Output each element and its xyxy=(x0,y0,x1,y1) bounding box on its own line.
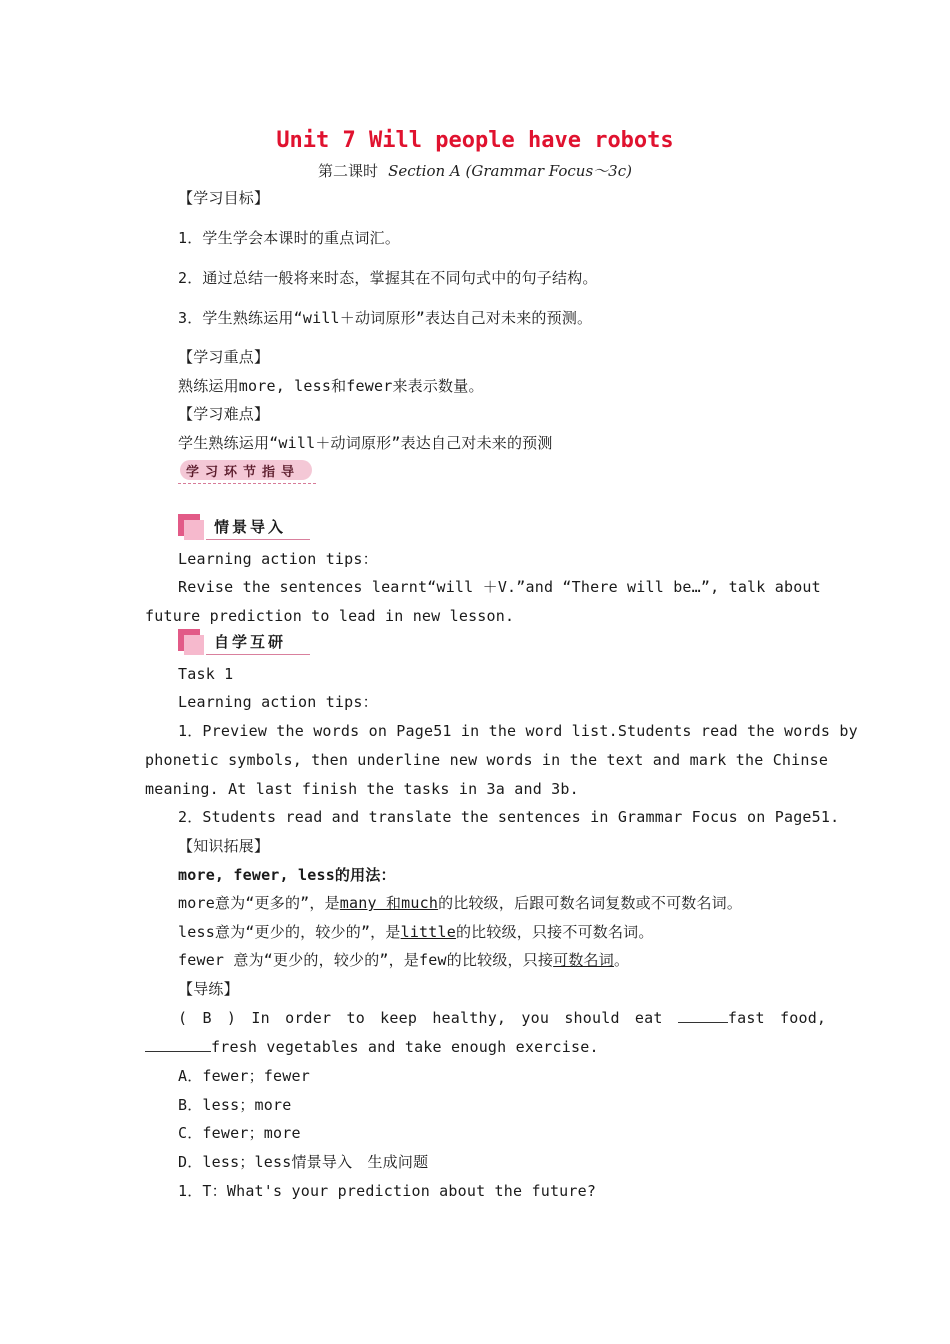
practice-question-line2: fresh vegetables and take enough exercise. xyxy=(145,1037,599,1057)
usage-less-underlined: little xyxy=(400,923,456,941)
option-a: A．fewer；fewer xyxy=(178,1067,310,1085)
section-self-study-title: 自学互研 xyxy=(214,633,287,651)
page-subtitle xyxy=(0,160,950,181)
guide-banner xyxy=(178,458,318,484)
task-label: Task 1 xyxy=(178,665,234,683)
key-points-header: 【学习重点】 xyxy=(178,348,270,366)
followup-question: 1．T：What's your prediction about the future? xyxy=(178,1182,597,1200)
objective-item-2: 2．通过总结一般将来时态，掌握其在不同句式中的句子结构。 xyxy=(178,269,598,287)
usage-fewer-underlined: 可数名词 xyxy=(553,951,614,969)
difficulties-text: 学生熟练运用“will＋动词原形”表达自己对未来的预测 xyxy=(178,434,553,452)
difficulties-header: 【学习难点】 xyxy=(178,405,270,423)
task-para2: 2．Students read and translate the sentences in Grammar Focus on Page51. xyxy=(178,808,840,826)
practice-answer: ( B ) xyxy=(178,1009,237,1027)
task-para1-line1: 1．Preview the words on Page51 in the word list.Students read the words by xyxy=(178,722,858,740)
intro-para-line2: future prediction to lead in new lesson. xyxy=(145,607,515,625)
option-b: B．less；more xyxy=(178,1096,292,1114)
intro-para-line1: Revise the sentences learnt“will ＋V.”and “There will be…”, talk about xyxy=(178,578,821,596)
section-header-intro xyxy=(178,514,310,540)
usage-less: less意为“更少的，较少的”，是little的比较级，只接不可数名词。 xyxy=(178,923,654,941)
task-para1-line2: phonetic symbols, then underline new words in the text and mark the Chinse xyxy=(145,751,829,769)
guide-banner-text: 学习环节指导 xyxy=(186,465,301,480)
blank-1 xyxy=(678,1008,728,1023)
objective-item-3: 3．学生熟练运用“will＋动词原形”表达自己对未来的预测。 xyxy=(178,309,593,327)
practice-header: 【导练】 xyxy=(178,980,239,998)
section-label: Section A (Grammar Focus～3c) xyxy=(388,162,632,180)
section-header-self-study xyxy=(178,629,310,655)
practice-question-line1: ( B ) In order to keep healthy, you should eat fast food, xyxy=(178,1009,827,1027)
objectives-header: 【学习目标】 xyxy=(178,189,270,207)
task-tips: Learning action tips： xyxy=(178,693,378,711)
option-d: D．less；less情景导入 生成问题 xyxy=(178,1153,429,1171)
objective-item-1: 1．学生学会本课时的重点词汇。 xyxy=(178,229,401,247)
task-para1-line3: meaning. At last finish the tasks in 3a and 3b. xyxy=(145,780,579,798)
page-title: Unit 7 Will people have robots xyxy=(276,128,674,153)
section-intro-title: 情景导入 xyxy=(214,518,287,536)
intro-tips: Learning action tips： xyxy=(178,550,378,568)
option-c: C．fewer；more xyxy=(178,1124,301,1142)
lesson-label: 第二课时 xyxy=(318,162,379,180)
usage-more-underlined: many 和much xyxy=(339,894,439,912)
key-points-text: 熟练运用more, less和fewer来表示数量。 xyxy=(178,377,484,395)
usage-title: more, fewer, less的用法： xyxy=(178,866,396,884)
knowledge-header: 【知识拓展】 xyxy=(178,837,270,855)
blank-2 xyxy=(145,1037,211,1052)
usage-fewer: fewer 意为“更少的，较少的”，是few的比较级，只接可数名词。 xyxy=(178,951,630,969)
usage-more: more意为“更多的”，是many 和much的比较级，后跟可数名词复数或不可数名词。 xyxy=(178,894,743,912)
